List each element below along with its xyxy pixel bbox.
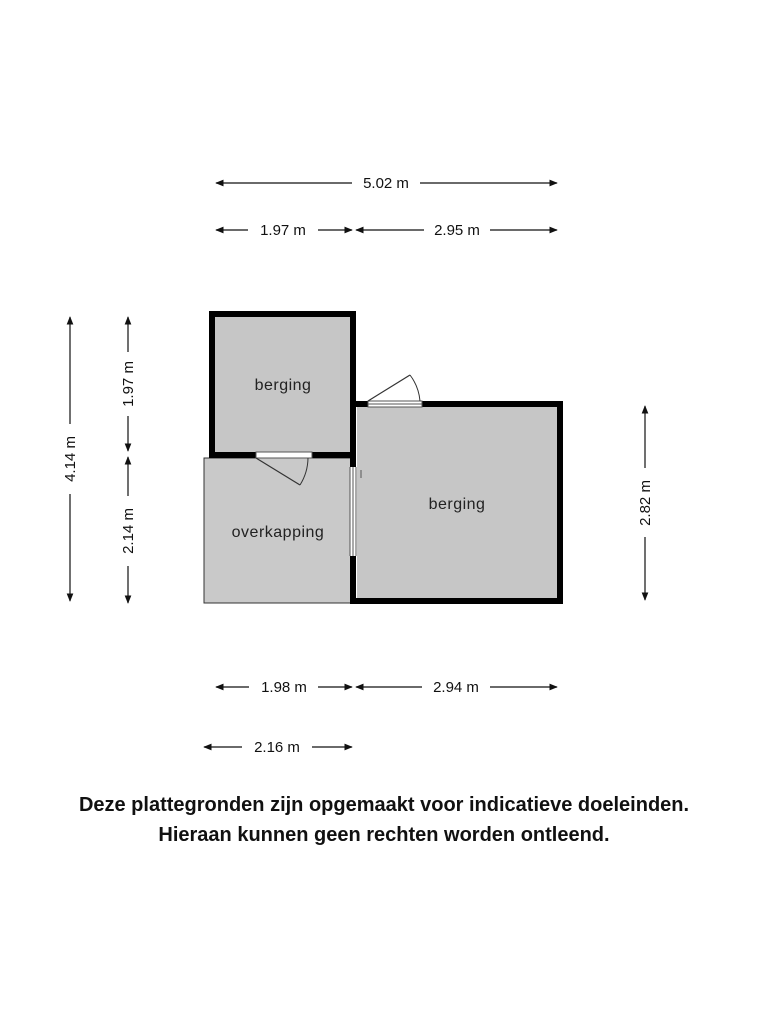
- dimension-right-height: [637, 406, 654, 600]
- disclaimer: [0, 790, 768, 850]
- door-large-storage: [368, 375, 422, 407]
- dimension-label: 4.14 m: [62, 436, 79, 482]
- room-label-canopy: overkapping: [231, 524, 325, 541]
- dimension-label: 2.95 m: [434, 222, 480, 239]
- dimension-label: 2.14 m: [120, 508, 137, 554]
- dimension-left-lower: [120, 457, 137, 603]
- dimension-label: 1.97 m: [120, 361, 137, 407]
- dimension-bottom-left: [216, 679, 352, 696]
- dimension-label: 2.94 m: [433, 679, 479, 696]
- disclaimer-line-1: Deze plattegronden zijn opgemaakt voor indicatieve doeleinden.: [78, 794, 690, 816]
- dimension-left-total: [62, 317, 79, 601]
- dimension-label: 2.82 m: [637, 480, 654, 526]
- dimension-label: 5.02 m: [363, 175, 409, 192]
- room-label-small-storage: berging: [254, 377, 312, 394]
- dimension-label: 2.16 m: [254, 739, 300, 756]
- room-label-large-storage: berging: [428, 496, 486, 513]
- dimension-bottom-canopy: [204, 739, 352, 756]
- dimension-label: 1.98 m: [261, 679, 307, 696]
- dimension-top-total: [216, 175, 557, 192]
- dimension-top-left: [216, 222, 352, 239]
- dimension-left-upper: [120, 317, 137, 451]
- dimension-bottom-right: [356, 679, 557, 696]
- disclaimer-line-2: Hieraan kunnen geen rechten worden ontleend.: [158, 824, 610, 846]
- dimension-top-right: [356, 222, 557, 239]
- dimension-label: 1.97 m: [260, 222, 306, 239]
